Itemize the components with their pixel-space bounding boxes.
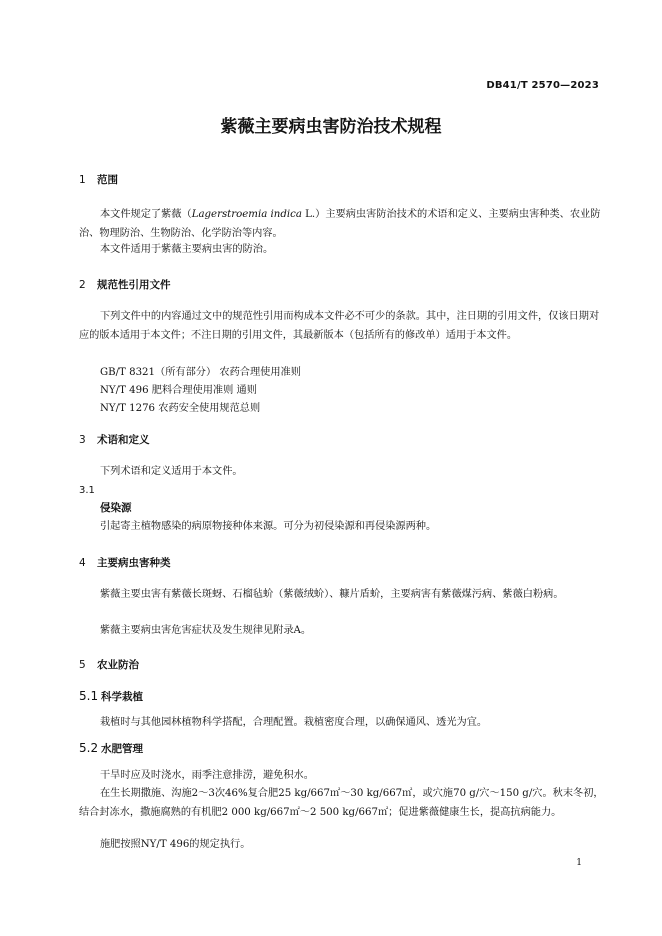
section-1-paragraph-1: 本文件规定了紫薇（Lagerstroemia indica L.）主要病虫害防治技术的术语和定义、主要病虫害种类、农业防治、物理防治、生物防治、化学防治等内容。: [79, 209, 601, 239]
reference-item: NY/T 1276 农药安全使用规范总则: [100, 403, 261, 414]
subsection-5-2-paragraph-3: 施肥按照NY/T 496的规定执行。: [100, 839, 251, 850]
subsection-number: 5.1: [79, 689, 99, 703]
term-definition: 引起寄主植物感染的病原物接种体来源。可分为初侵染源和再侵染源两种。: [100, 521, 437, 532]
standard-code: DB41/T 2570—2023: [486, 80, 599, 91]
document-title: 紫薇主要病虫害防治技术规程: [220, 117, 442, 137]
section-number: 1: [79, 174, 86, 186]
section-1-paragraph-2: 本文件适用于紫薇主要病虫害的防治。: [100, 244, 274, 255]
page-number: 1: [576, 858, 582, 868]
section-1-heading: [79, 172, 118, 187]
section-4-heading: [79, 555, 171, 570]
section-number: 4: [79, 557, 86, 569]
section-number: 5: [79, 659, 86, 671]
term-name: 侵染源: [100, 502, 132, 514]
subsection-number: 5.2: [79, 741, 99, 755]
subsection-5-2-heading: [79, 741, 143, 756]
subsection-5-2-paragraph-1: 干旱时应及时浇水，雨季注意排涝，避免积水。: [100, 770, 314, 781]
section-title: 范围: [97, 174, 118, 186]
reference-item: GB/T 8321（所有部分） 农药合理使用准则: [100, 367, 301, 378]
section-5-heading: [79, 657, 139, 672]
section-number: 3: [79, 434, 86, 446]
section-3-paragraph-1: 下列术语和定义适用于本文件。: [100, 466, 243, 477]
section-2-heading: [79, 277, 171, 292]
subsection-title: 科学栽植: [101, 691, 143, 703]
section-title: 主要病虫害种类: [97, 557, 171, 569]
subsection-5-1-heading: [79, 689, 143, 704]
section-number: 2: [79, 279, 86, 291]
term-number: 3.1: [79, 485, 95, 496]
section-4-paragraph-2: 紫薇主要病虫害危害症状及发生规律见附录A。: [100, 625, 312, 636]
subsection-5-2-paragraph-2: 在生长期撒施、沟施2～3次46%复合肥25 kg/667㎡～30 kg/667㎡，或穴施70 g/穴～150 g/穴。秋末冬初，结合封冻水，撒施腐熟的有机肥2 000 kg/667㎡～2 500 kg/667㎡；促进紫薇健康生长，提高抗病能力。: [79, 788, 604, 818]
section-2-paragraph-1: 下列文件中的内容通过文中的规范性引用而构成本文件必不可少的条款。其中，注日期的引用文件，仅该日期对应的版本适用于本文件；不注日期的引用文件，其最新版本（包括所有的修改单）适用于本文件。: [79, 311, 600, 341]
section-3-heading: [79, 432, 150, 447]
section-title: 术语和定义: [97, 434, 150, 446]
section-title: 农业防治: [97, 659, 139, 671]
subsection-title: 水肥管理: [101, 743, 143, 755]
latin-name: Lagerstroemia indica: [191, 209, 302, 220]
section-4-paragraph-1: 紫薇主要虫害有紫薇长斑蚜、石榴毡蚧（紫薇绒蚧）、糠片盾蚧，主要病害有紫薇煤污病、紫薇白粉病。: [100, 589, 564, 600]
section-title: 规范性引用文件: [97, 279, 171, 291]
reference-item: NY/T 496 肥料合理使用准则 通则: [100, 385, 257, 396]
subsection-5-1-paragraph: 栽植时与其他园林植物科学搭配，合理配置。栽植密度合理，以确保通风、透光为宜。: [100, 717, 488, 728]
